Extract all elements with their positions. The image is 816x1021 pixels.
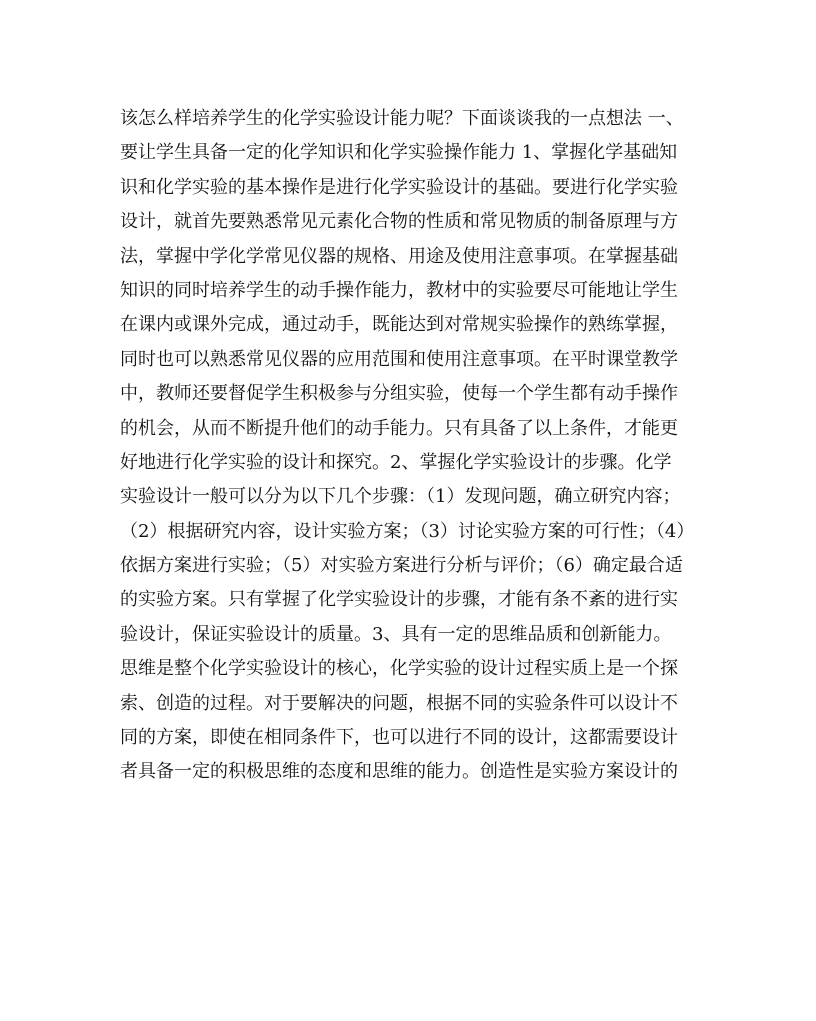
text-line: 识和化学实验的基本操作是进行化学实验设计的基础。要进行化学实验: [120, 176, 678, 198]
text-line: 在课内或课外完成，通过动手，既能达到对常规实验操作的熟练掌握，: [120, 314, 678, 336]
text-line: 好地进行化学实验的设计和探究。2、掌握化学实验设计的步骤。化学: [120, 451, 672, 473]
body-text: [120, 102, 700, 790]
text-line: 要让学生具备一定的化学知识和化学实验操作能力 1、掌握化学基础知: [120, 142, 678, 164]
text-line: 设计，就首先要熟悉常见元素化合物的性质和常见物质的制备原理与方: [120, 211, 678, 233]
text-line: 的机会，从而不断提升他们的动手能力。只有具备了以上条件，才能更: [120, 417, 678, 439]
text-line: 索、创造的过程。对于要解决的问题，根据不同的实验条件可以设计不: [120, 692, 678, 714]
text-line: 的实验方案。只有掌握了化学实验设计的步骤，才能有条不紊的进行实: [120, 589, 678, 611]
text-line: 法，掌握中学化学常见仪器的规格、用途及使用注意事项。在掌握基础: [120, 245, 678, 267]
text-line: （2）根据研究内容，设计实验方案；（3）讨论实验方案的可行性；（4）: [120, 520, 695, 542]
text-line: 实验设计一般可以分为以下几个步骤：（1）发现问题，确立研究内容；: [120, 486, 681, 508]
text-line: 中，教师还要督促学生积极参与分组实验，使每一个学生都有动手操作: [120, 383, 678, 405]
text-line: 同时也可以熟悉常见仪器的应用范围和使用注意事项。在平时课堂教学: [120, 348, 678, 370]
text-line: 思维是整个化学实验设计的核心，化学实验的设计过程实质上是一个探: [120, 658, 678, 680]
text-line: 依据方案进行实验；（5）对实验方案进行分析与评价；（6）确定最合适: [120, 555, 683, 577]
text-line: 者具备一定的积极思维的态度和思维的能力。创造性是实验方案设计的: [120, 761, 678, 783]
text-line: 该怎么样培养学生的化学实验设计能力呢？下面谈谈我的一点想法 一、: [120, 108, 684, 129]
text-line: 验设计，保证实验设计的质量。3、具有一定的思维品质和创新能力。: [120, 623, 672, 645]
text-line: 同的方案，即使在相同条件下，也可以进行不同的设计，这都需要设计: [120, 727, 678, 749]
text-line: 知识的同时培养学生的动手操作能力，教材中的实验要尽可能地让学生: [120, 279, 678, 301]
